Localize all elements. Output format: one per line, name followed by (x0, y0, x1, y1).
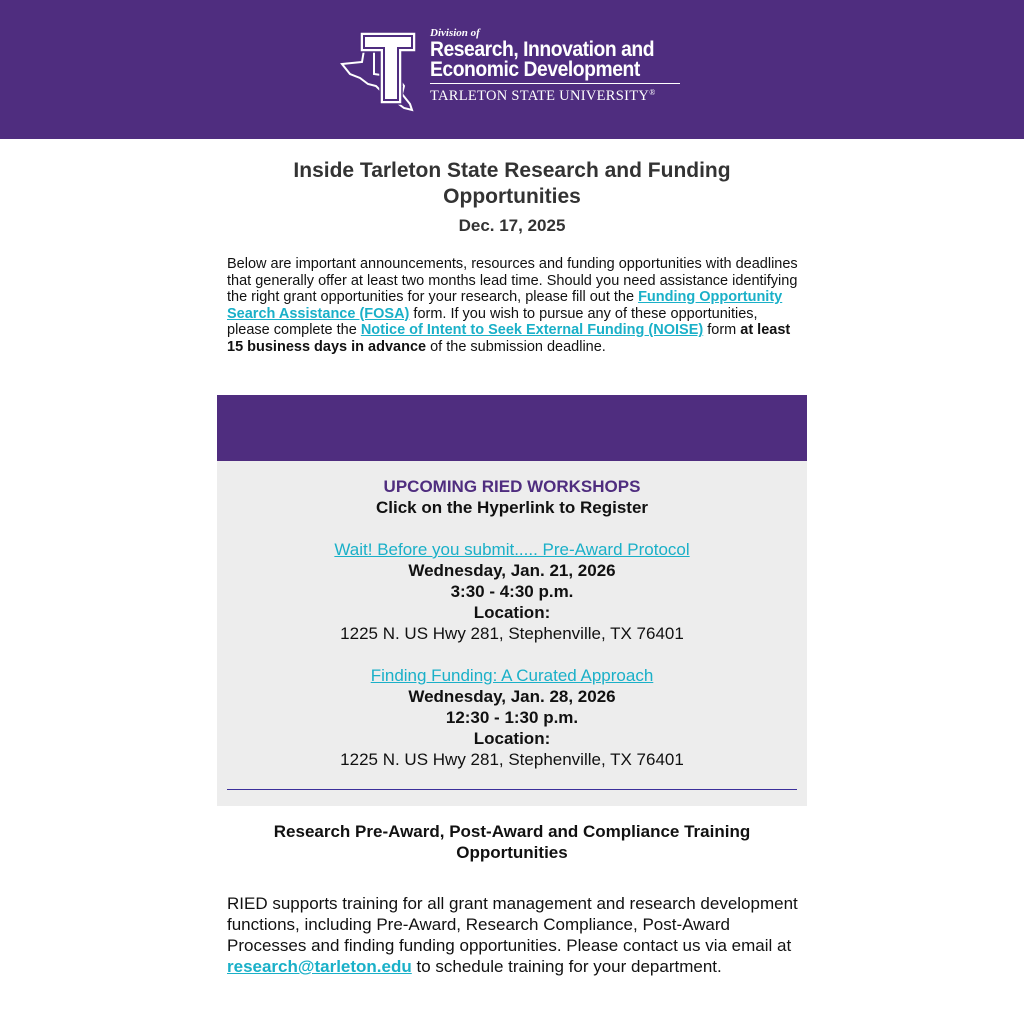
workshop-register-link[interactable]: Finding Funding: A Curated Approach (370, 666, 654, 685)
workshop-banner (217, 395, 807, 461)
logo-university (430, 88, 690, 105)
workshop-location-label: Location: (473, 729, 551, 748)
newsletter-date: Dec. 17, 2025 (458, 216, 566, 235)
workshops-heading: UPCOMING RIED WORKSHOPS (383, 477, 641, 496)
spacer (227, 518, 797, 539)
intro-text-3: form (703, 322, 741, 338)
research-email-link[interactable]: research@tarleton.edu (227, 957, 412, 976)
logo-line-2: Economic Development (430, 58, 640, 81)
logo-divider (430, 83, 680, 84)
newsletter-title: Inside Tarleton State Research and Funding Opportunities (293, 159, 731, 208)
training-title: Research Pre-Award, Post-Award and Compliance Training Opportunities (273, 822, 751, 862)
noise-link[interactable]: Notice of Intent to Seek External Funding (NOISE) (360, 322, 704, 338)
workshops-content (227, 476, 797, 770)
fosa-link[interactable]: Funding Opportunity Search Assistance (FOSA) (227, 289, 783, 322)
workshop-item (227, 665, 797, 770)
section-divider (227, 789, 797, 790)
header-banner (0, 0, 1024, 139)
training-text-1: RIED supports training for all grant management and research development functions, including Pre-Award, Research Compliance, Post-Award Processes and finding funding opportunities. Please contact us via email at (227, 894, 798, 955)
training-text-2: to schedule training for your department. (411, 957, 722, 976)
workshop-address: 1225 N. US Hwy 281, Stephenville, TX 76401 (340, 624, 684, 643)
workshop-time: 12:30 - 1:30 p.m. (445, 708, 579, 727)
intro-text-4: of the submission deadline. (426, 338, 606, 355)
logo-division-of: Division of (430, 27, 480, 39)
logo-wordmark (430, 26, 690, 105)
intro-text-1: Below are important announcements, resources and funding opportunities with deadlines that generally offer at least two months lead time. Should you need assistance identifying the right grant opportunities for your research, please fill out the (227, 256, 798, 305)
workshop-item (227, 539, 797, 644)
logo-university-text: TARLETON STATE UNIVERSITY (430, 88, 650, 104)
logo-line-1: Research, Innovation and (430, 38, 655, 61)
registered-mark: ® (649, 88, 656, 97)
workshop-register-link[interactable]: Wait! Before you submit..... Pre-Award Protocol (334, 540, 690, 559)
spacer (227, 644, 797, 665)
intro-paragraph (227, 256, 802, 355)
workshop-date: Wednesday, Jan. 21, 2026 (408, 561, 616, 580)
intro-deadline-bold: at least 15 business days in advance (227, 322, 791, 355)
training-paragraph (227, 893, 802, 977)
workshop-time: 3:30 - 4:30 p.m. (450, 582, 574, 601)
intro-text-2: form. If you wish to pursue any of these opportunities, please complete the (227, 305, 758, 338)
workshop-address: 1225 N. US Hwy 281, Stephenville, TX 76401 (340, 750, 684, 769)
workshop-date: Wednesday, Jan. 28, 2026 (408, 687, 616, 706)
workshops-section (217, 461, 807, 806)
division-logo[interactable] (340, 26, 690, 116)
texas-t-logo-icon (340, 28, 430, 112)
workshops-subheading: Click on the Hyperlink to Register (375, 498, 649, 517)
workshop-location-label: Location: (473, 603, 551, 622)
